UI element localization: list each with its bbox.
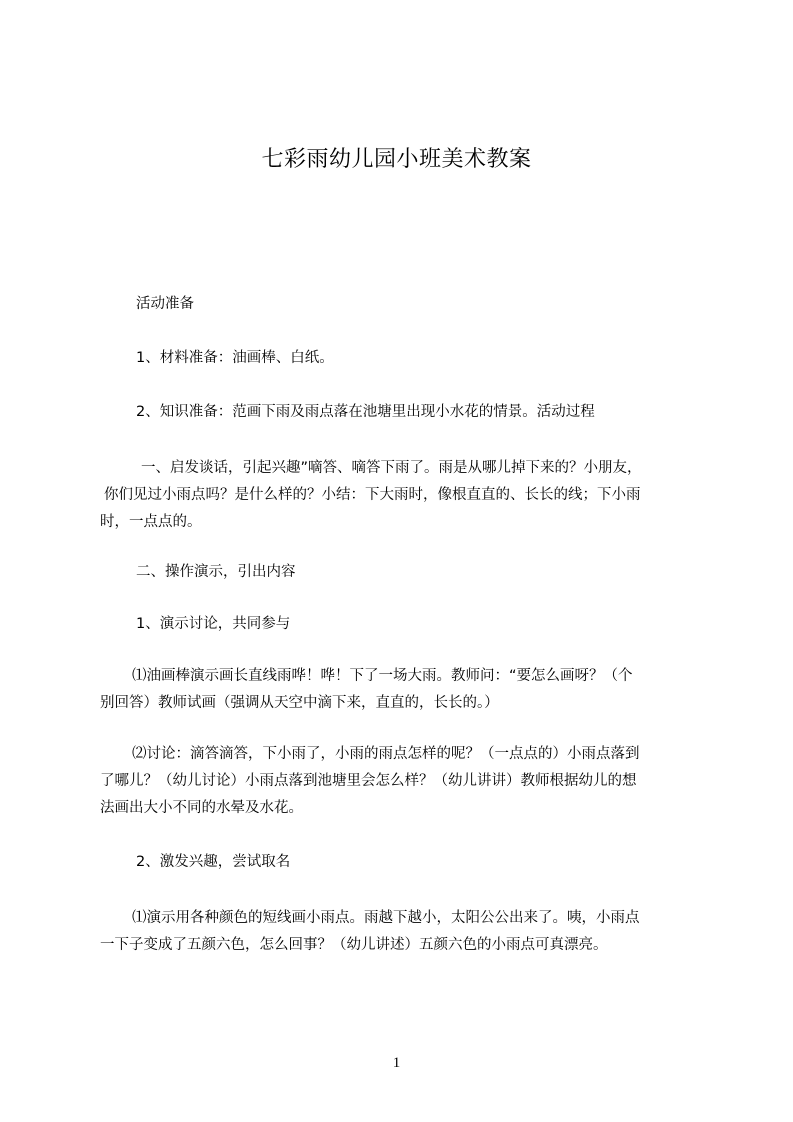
paragraph-line: 2、激发兴趣，尝试取名 xyxy=(136,854,291,870)
paragraph-line: 法画出大小不同的水晕及水花。 xyxy=(100,800,303,816)
paragraph-line: 1、材料准备：油画棒、白纸。 xyxy=(136,350,334,366)
paragraph-line: 活动准备 xyxy=(136,296,194,312)
paragraph-line: 2、知识准备：范画下雨及雨点落在池塘里出现小水花的情景。活动过程 xyxy=(136,404,595,420)
page-number: 1 xyxy=(392,1055,401,1071)
paragraph-line: 了哪儿？（幼儿讨论）小雨点落到池塘里会怎么样？（幼儿讲讲）教师根据幼儿的想 xyxy=(100,773,637,789)
paragraph-line: 1、演示讨论，共同参与 xyxy=(136,616,291,632)
paragraph-line: 时，一点点的。 xyxy=(100,514,202,530)
paragraph-line: ⑴油画棒演示画长直线雨哗！哗！下了一场大雨。教师问：“要怎么画呀？（个 xyxy=(132,668,633,684)
paragraph-line: 一、启发谈话，引起兴趣”嘀答、嘀答下雨了。雨是从哪儿掉下来的？小朋友， xyxy=(141,460,642,476)
paragraph-line: 二、操作演示，引出内容 xyxy=(136,564,296,580)
paragraph-line: 一下子变成了五颜六色，怎么回事？（幼儿讲述）五颜六色的小雨点可真漂亮。 xyxy=(100,937,608,953)
paragraph-line: ⑴演示用各种颜色的短线画小雨点。雨越下越小，太阳公公出来了。咦，小雨点 xyxy=(132,910,640,926)
paragraph-line: 别回答）教师试画（强调从天空中滴下来，直直的，长长的。） xyxy=(100,695,499,711)
paragraph-line: ⑵讨论：滴答滴答，下小雨了，小雨的雨点怎样的呢？（一点点的）小雨点落到 xyxy=(132,746,640,762)
document-title: 七彩雨幼儿园小班美术教案 xyxy=(261,147,532,172)
paragraph-line: 你们见过小雨点吗？是什么样的？小结：下大雨时，像根直直的、长长的线；下小雨 xyxy=(104,487,641,503)
